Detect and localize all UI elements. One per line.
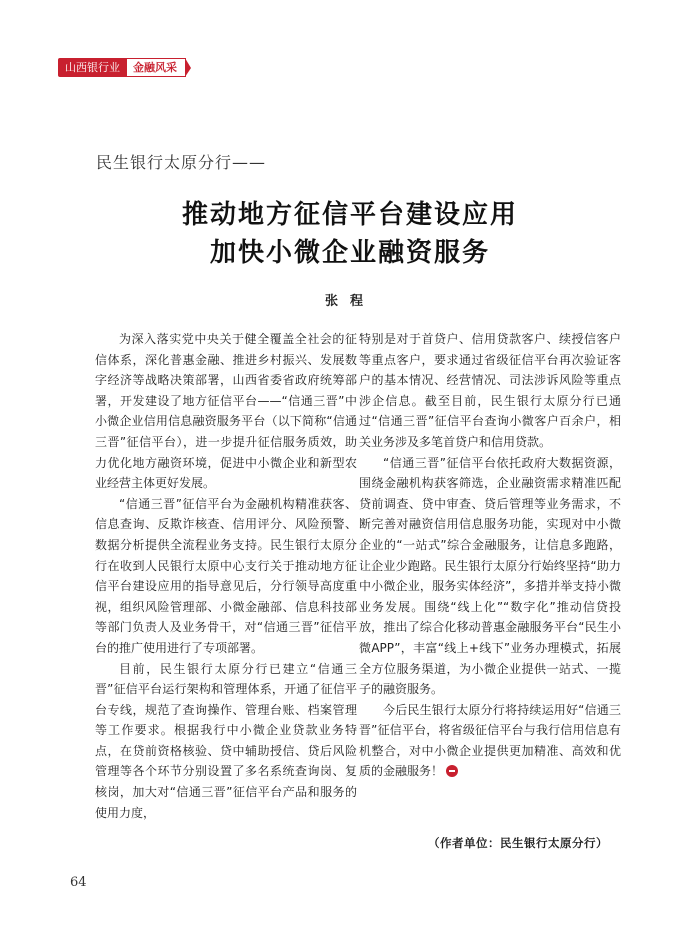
article-author: 张程 <box>324 294 375 309</box>
article-title-line1: 推动地方征信平台建设应用 <box>181 200 518 230</box>
body-paragraph-continued: 特别是对于首贷户、信用贷款客户、续授信客户等重点客户，要求通过省级征信平台再次验证客户的基本情况、经营情况、司法涉诉风险等重点涉企信息。截至目前，民生银行太原分行已通过“信通三晋”征信平台查询小微客户百余户，相关业务涉及多笔首贷户和信用贷款。 <box>359 332 621 449</box>
section-tag-label: 山西银行业 <box>58 58 127 77</box>
author-affiliation: （作者单位：民生银行太原分行） <box>428 836 608 850</box>
body-paragraph: 目前，民生银行太原分行已建立“信通三晋”征信平台运行架构和管理体系，开通了征信平台专线，规范了查询操作、管理台账、档案管理等工作要求。根据我行中小微企业贷款业务特点，在贷前资格核验、贷中辅助授信、贷后风险管理等各个环节分别设置了多名系统查询岗、复核岗，加大对“信通三晋”征信平台产品和服务的使用力度， <box>95 661 357 820</box>
column-tag-label: 金融风采 <box>127 58 186 77</box>
article-title-line2: 加快小微企业融资服务 <box>209 238 490 268</box>
closing-paragraph-text: 今后民生银行太原分行将持续运用好“信通三晋”征信平台，将省级征信平台与我行信用信息有机整合，对中小微企业提供更加精准、高效和优质的金融服务！ <box>359 702 621 779</box>
article-kicker: 民生银行太原分行—— <box>96 153 267 172</box>
body-paragraph: “信通三晋”征信平台依托政府大数据资源，围绕金融机构获客筛选，企业融资需求精准匹配贷前调查、贷中审查、贷后管理等业务需求，不断完善对融资信用信息服务功能，实现对中小微企业的“一站式”综合金融服务，让信息多跑路，让企业少跑路。民生银行太原分行始终坚持“助力中小微企业，服务实体经济”，多措并举支持小微业务发展。围绕“线上化”“数字化”推动信贷投放，推出了综合化移动普惠金融服务平台“民生小微APP”，丰富“线上+线下”业务办理模式，拓展全方位服务渠道，为小微企业提供一站式、一揽子的融资服务。 <box>359 455 621 697</box>
body-paragraph: 为深入落实党中央关于健全覆盖全社会的征信体系，深化普惠金融、推进乡村振兴、发展数字经济等战略决策部署，山西省委省政府统筹部署，开发建设了地方征信平台——“信通三晋”中小微企业信用信息融资服务平台（以下简称“信通三晋”征信平台），进一步提升征信服务质效，助力优化地方融资环境，促进中小微企业和新型农业经营主体更好发展。 <box>95 332 357 491</box>
body-paragraph: “信通三晋”征信平台为金融机构精准获客、信息查询、反欺诈核查、信用评分、风险预警、数据分析提供全流程业务支持。民生银行太原分行在收到人民银行太原中心支行关于推动地方征信平台建设应用的指导意见后，分行领导高度重视，组织风险管理部、小微金融部、信息科技部等部门负责人及业务骨干，对“信通三晋”征信平台的推广使用进行了专项部署。 <box>95 496 357 655</box>
page-number: 64 <box>70 875 87 890</box>
article-column-left <box>95 329 357 823</box>
closing-paragraph <box>359 700 621 782</box>
section-tag <box>58 58 186 77</box>
end-of-article-icon <box>446 765 458 777</box>
article-column-right <box>359 329 621 782</box>
